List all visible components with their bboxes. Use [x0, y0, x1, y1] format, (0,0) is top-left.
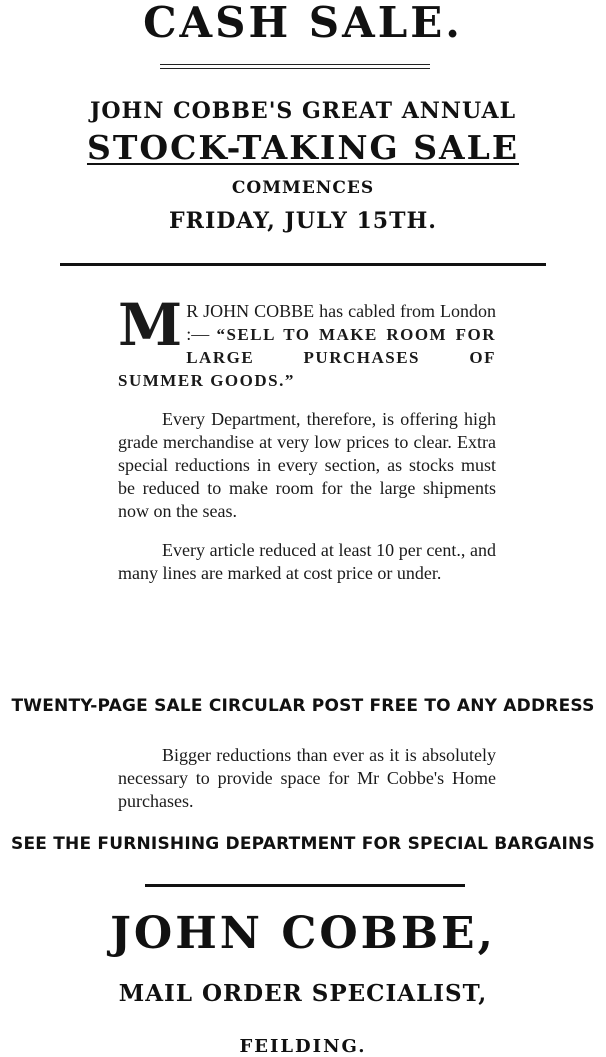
cable-intro: R JOHN COBBE has cabled from London :—	[186, 301, 496, 344]
double-rule	[160, 64, 430, 69]
drop-cap: M	[118, 291, 183, 359]
sale-date: FRIDAY, JULY 15TH.	[169, 208, 437, 234]
merchant-name: JOHN COBBE,	[110, 908, 496, 959]
reduction-paragraph: Every article reduced at least 10 per cent., and many lines are marked at cost price or under.	[118, 540, 496, 583]
cable-quote: “SELL TO MAKE ROOM FOR LARGE PURCHASES OF SUMMER GOODS.”	[118, 325, 496, 390]
department-paragraph: Every Department, therefore, is offering high grade merchandise at very low prices to clear. Extra special reductions in every section, as stocks must be reduced to make room for the large shipments now on the seas.	[118, 409, 496, 521]
cable-section	[118, 291, 496, 585]
bigger-reductions-section	[118, 744, 496, 813]
cable-paragraph	[118, 291, 496, 392]
merchant-town: FEILDING.	[239, 1036, 367, 1057]
footer-rule	[145, 884, 465, 887]
ad-title: CASH SALE.	[143, 0, 463, 47]
commences-label: COMMENCES	[231, 178, 375, 198]
merchant-specialty: MAIL ORDER SPECIALIST,	[118, 980, 488, 1007]
circular-banner: TWENTY-PAGE SALE CIRCULAR POST FREE TO ANY ADDRESS	[11, 696, 595, 716]
bigger-reductions-paragraph: Bigger reductions than ever as it is absolutely necessary to provide space for Mr Cobbe's Home purchases.	[118, 745, 496, 811]
announcement-line: JOHN COBBE'S GREAT ANNUAL	[89, 98, 517, 124]
furnishing-banner: SEE THE FURNISHING DEPARTMENT FOR SPECIAL BARGAINS	[11, 834, 595, 854]
heavy-rule	[60, 263, 546, 266]
sale-headline: STOCK-TAKING SALE	[86, 128, 519, 167]
